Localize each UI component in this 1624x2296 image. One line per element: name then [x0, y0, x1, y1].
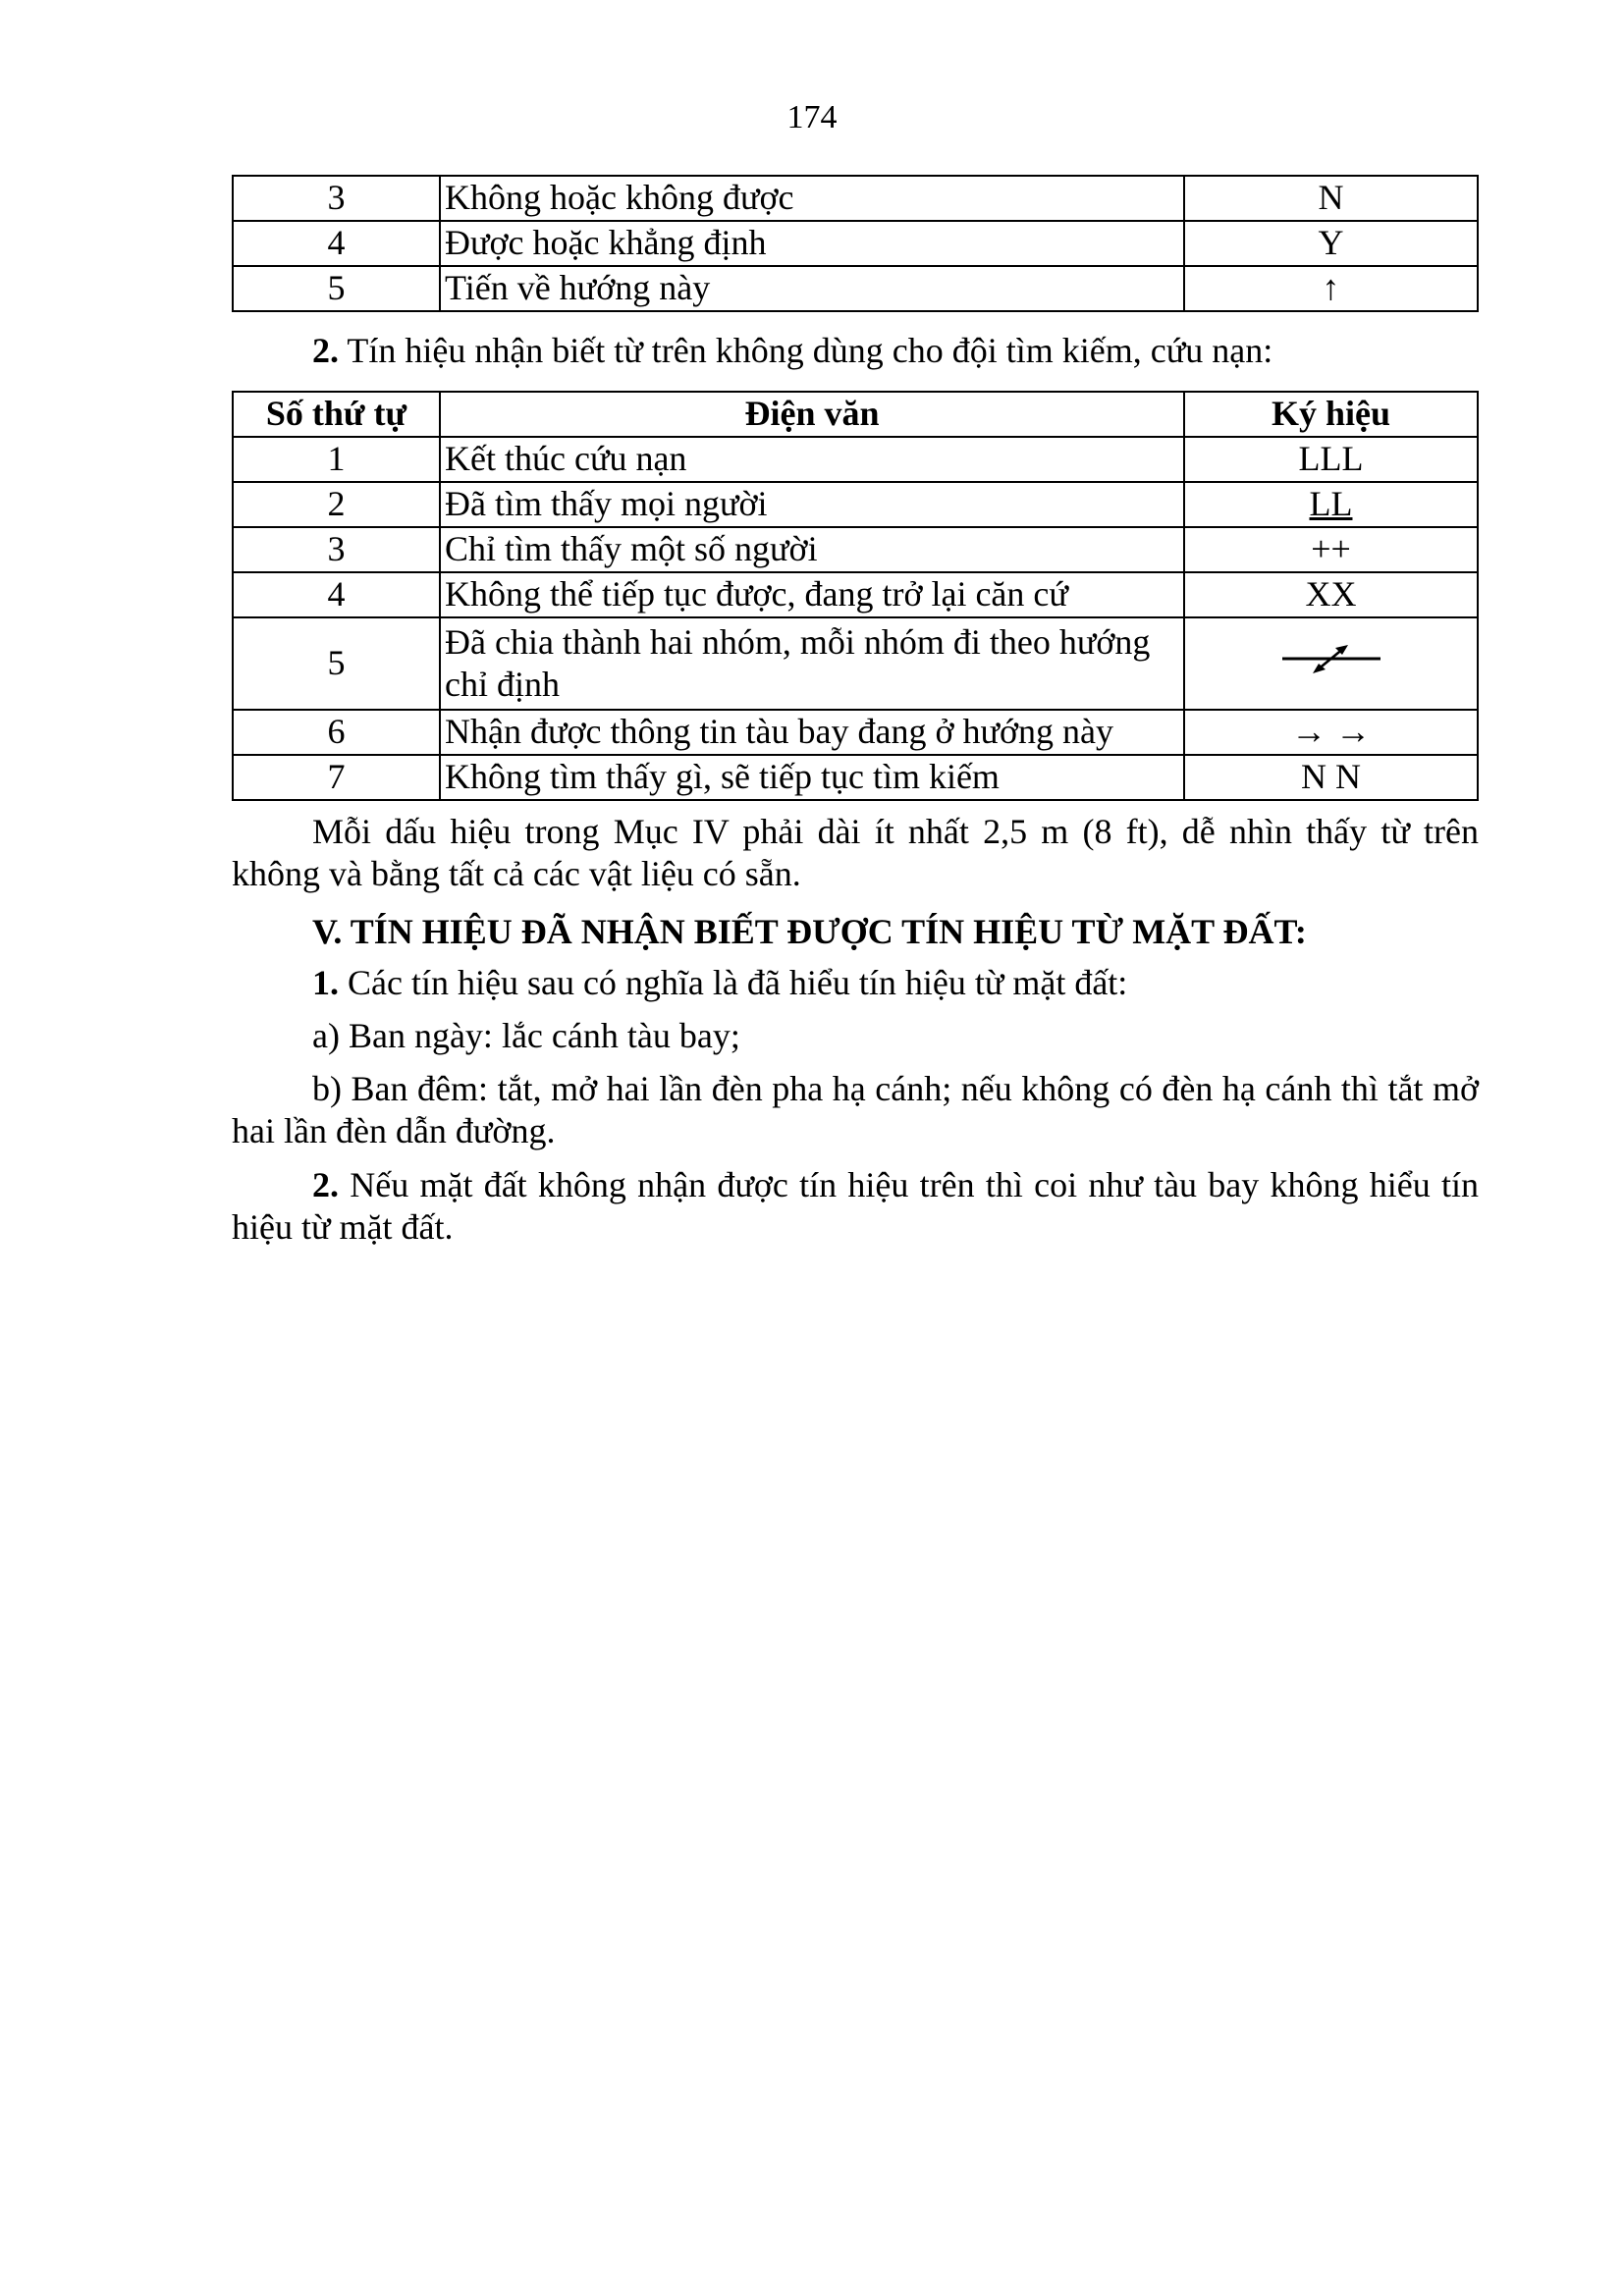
row-number: 5: [233, 617, 440, 710]
section-2-number: 2.: [312, 331, 339, 370]
row-number: 6: [233, 710, 440, 755]
page-number: 174: [786, 99, 838, 135]
row-message: Không tìm thấy gì, sẽ tiếp tục tìm kiếm: [440, 755, 1184, 800]
table-row: [233, 755, 1478, 800]
row-message: Không thể tiếp tục được, đang trở lại căn cứ: [440, 572, 1184, 617]
section-5-item-2-text: Nếu mặt đất không nhận được tín hiệu trên thì coi như tàu bay không hiểu tín hiệu từ mặt đất.: [232, 1165, 1479, 1248]
section-5-item-1-number: 1.: [312, 963, 339, 1002]
table-row: [233, 572, 1478, 617]
row-symbol: N N: [1184, 755, 1478, 800]
row-message: Đã chia thành hai nhóm, mỗi nhóm đi theo hướng chỉ định: [440, 617, 1184, 710]
section-5-item-2-number: 2.: [312, 1165, 339, 1204]
section-2-intro: [232, 330, 1479, 372]
row-symbol: → →: [1184, 710, 1478, 755]
table-row: [233, 176, 1478, 221]
header-number: Số thứ tự: [233, 392, 440, 437]
table-header-row: [233, 392, 1478, 437]
row-message: Được hoặc khẳng định: [440, 221, 1184, 266]
row-number: 4: [233, 221, 440, 266]
row-symbol: XX: [1184, 572, 1478, 617]
row-number: 2: [233, 482, 440, 527]
table-row: [233, 221, 1478, 266]
section-5-item-a: a) Ban ngày: lắc cánh tàu bay;: [312, 1016, 740, 1055]
row-message: Kết thúc cứu nạn: [440, 437, 1184, 482]
row-symbol: LLL: [1184, 437, 1478, 482]
table-row: [233, 527, 1478, 572]
table-row: [233, 266, 1478, 311]
search-rescue-signal-table: [232, 391, 1479, 801]
table-row: [233, 710, 1478, 755]
row-number: 3: [233, 176, 440, 221]
split-arrows-icon: [1277, 639, 1385, 688]
section-5-item-2: [232, 1164, 1479, 1249]
row-number: 3: [233, 527, 440, 572]
row-symbol: Y: [1184, 221, 1478, 266]
row-message: Đã tìm thấy mọi người: [440, 482, 1184, 527]
signal-table-continued: [232, 175, 1479, 312]
row-symbol: ↑: [1184, 266, 1478, 311]
section-5-heading: V. TÍN HIỆU ĐÃ NHẬN BIẾT ĐƯỢC TÍN HIỆU TỪ MẶT ĐẤT:: [312, 912, 1307, 951]
table-row: [233, 437, 1478, 482]
row-number: 5: [233, 266, 440, 311]
header-message: Điện văn: [440, 392, 1184, 437]
table-row: [233, 617, 1478, 710]
section-5-item-1-text: Các tín hiệu sau có nghĩa là đã hiểu tín hiệu từ mặt đất:: [339, 963, 1128, 1002]
table-row: [233, 482, 1478, 527]
row-number: 7: [233, 755, 440, 800]
section-5-item-1: [232, 962, 1479, 1004]
row-symbol: LL: [1309, 484, 1353, 524]
row-message: Nhận được thông tin tàu bay đang ở hướng này: [440, 710, 1184, 755]
section-2-text: Tín hiệu nhận biết từ trên không dùng cho đội tìm kiếm, cứu nạn:: [339, 331, 1273, 370]
row-message: Tiến về hướng này: [440, 266, 1184, 311]
section-5-item-b: b) Ban đêm: tắt, mở hai lần đèn pha hạ cánh; nếu không có đèn hạ cánh thì tắt mở hai lần đèn dẫn đường.: [232, 1069, 1479, 1151]
row-message: Không hoặc không được: [440, 176, 1184, 221]
row-symbol: ++: [1184, 527, 1478, 572]
row-number: 1: [233, 437, 440, 482]
header-symbol: Ký hiệu: [1184, 392, 1478, 437]
row-symbol: N: [1184, 176, 1478, 221]
row-number: 4: [233, 572, 440, 617]
row-message: Chỉ tìm thấy một số người: [440, 527, 1184, 572]
note-paragraph: Mỗi dấu hiệu trong Mục IV phải dài ít nhất 2,5 m (8 ft), dễ nhìn thấy từ trên không và bằng tất cả các vật liệu có sẵn.: [232, 812, 1479, 894]
